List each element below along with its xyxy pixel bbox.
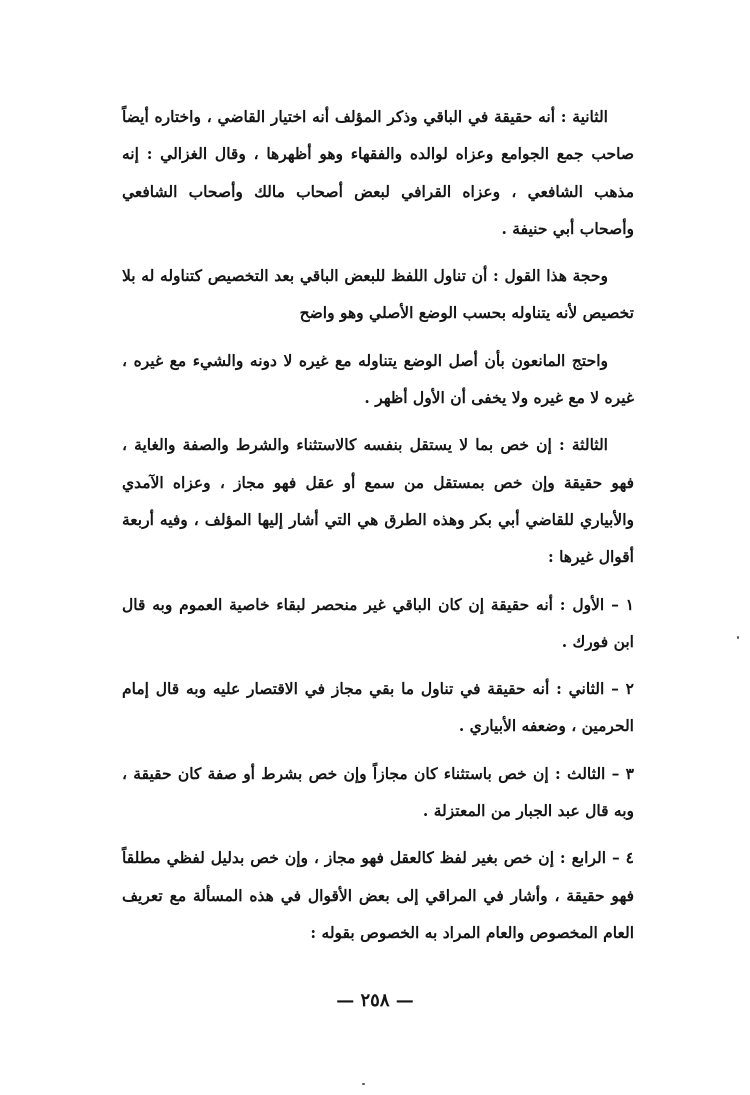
scan-speck — [737, 636, 739, 639]
paragraph-argument: وحجة هذا القول : أن تناول اللفظ للبعض الباقي بعد التخصيص كتناوله له بلا تخصيص لأنه يتناوله بحسب الوضع الأصلي وهو واضح — [122, 266, 634, 323]
list-item-second: ٢ – الثاني : أنه حقيقة في تناول ما بقي مجاز في الاقتصار عليه وبه قال إمام الحرمين ، وضعفه الأبياري . — [122, 679, 634, 736]
paragraph-objectors: واحتج المانعون بأن أصل الوضع يتناوله مع غيره لا دونه والشيء مع غيره ، غيره لا مع غيره ولا يخفى أن الأول أظهر . — [122, 350, 634, 408]
page-number: — ٢٥٨ — — [336, 990, 414, 1011]
body-text — [122, 98, 634, 961]
paragraph-second-opinion: الثانية : أنه حقيقة في الباقي وذكر المؤلف أنه اختيار القاضي ، واختاره أيضاً صاحب جمع الجوامع وعزاه لوالده والفقهاء وهو أظهرها ، وقال الغزالي : إنه مذهب الشافعي ، وعزاه القرافي لبعض أصحاب مالك وأصحاب الشافعي وأصحاب أبي حنيفة . — [122, 107, 634, 238]
paragraph-third-opinion: الثالثة : إن خص بما لا يستقل بنفسه كالاستثناء والشرط والصفة والغاية ، فهو حقيقة وإن خص بمستقل من سمع أو عقل فهو مجاز ، وعزاه الآمدي والأبياري للقاضي أبي بكر وهذه الطرق هي التي أشار إليها المؤلف ، وفيه أربعة أقوال غيرها : — [122, 435, 634, 567]
list-item-third: ٣ – الثالث : إن خص باستثناء كان مجازاً وإن خص بشرط أو صفة كان حقيقة ، وبه قال عبد الجبار من المعتزلة . — [122, 763, 634, 821]
list-item-first: ١ – الأول : أنه حقيقة إن كان الباقي غير منحصر لبقاء خاصية العموم وبه قال ابن فورك . — [122, 594, 634, 651]
scan-speck — [362, 1083, 365, 1085]
list-item-fourth: ٤ – الرابع : إن خص بغير لفظ كالعقل فهو مجاز ، وإن خص بدليل لفظي مطلقاً فهو حقيقة ، وأشار في المراقي إلى بعض الأقوال في هذه المسألة مع تعريف العام المخصوص والعام المراد به الخصوص بقوله : — [122, 848, 634, 942]
